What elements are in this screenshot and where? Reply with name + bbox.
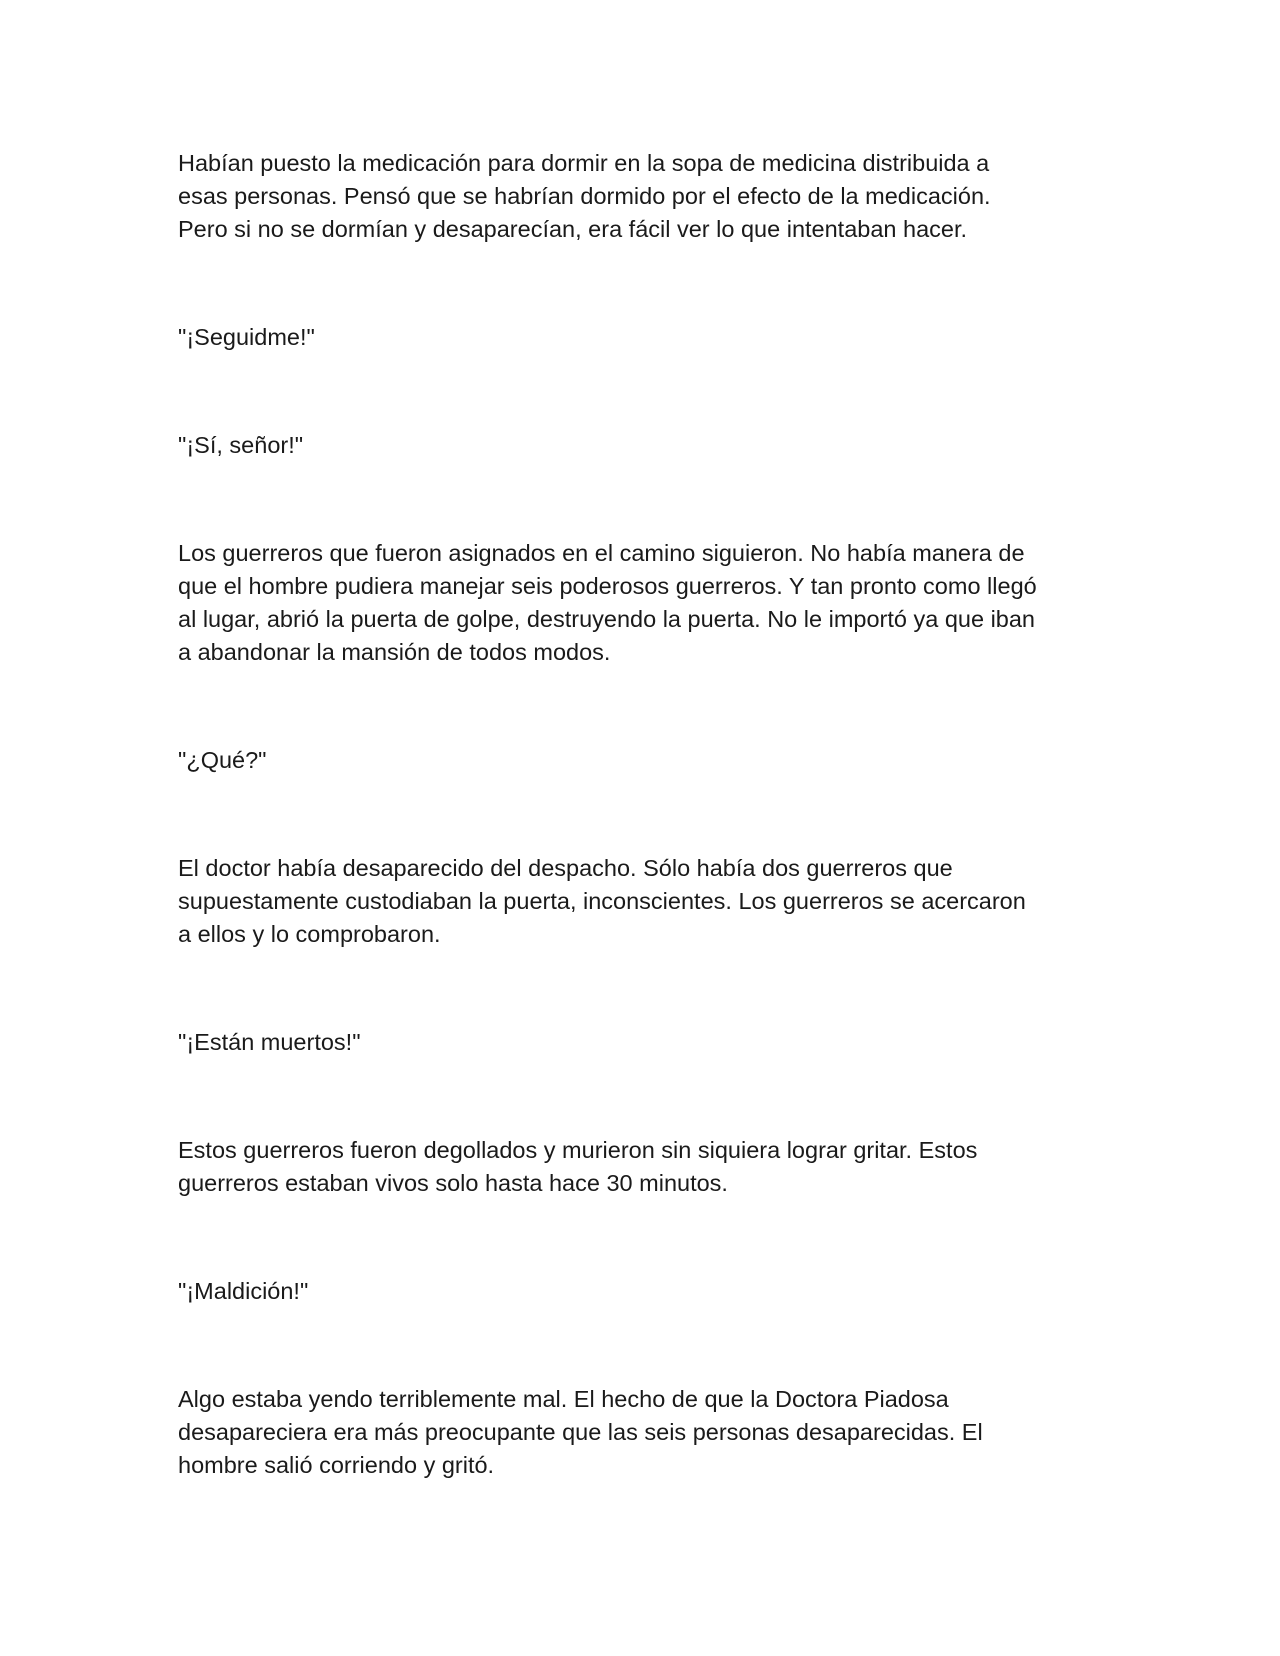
dialogue-maldicion: "¡Maldición!" — [178, 1278, 309, 1304]
paragraph-medication: Habían puesto la medicación para dormir en la sopa de medicina distribuida a esas personas. Pensó que se habrían dormido por el efecto de la medicación. Pero si no se dormían y desaparecían, era fácil ver lo que intentaban hacer. — [178, 150, 991, 242]
dialogue-si-senor: "¡Sí, señor!" — [178, 432, 304, 458]
paragraph-gap — [178, 669, 1108, 744]
paragraph-gap — [178, 1059, 1108, 1134]
paragraph-something-wrong: Algo estaba yendo terriblemente mal. El hecho de que la Doctora Piadosa desapareciera era más preocupante que las seis personas desaparecidas. El hombre salió corriendo y gritó. — [178, 1386, 983, 1478]
dialogue-seguidme: "¡Seguidme!" — [178, 324, 315, 350]
document-page — [178, 147, 1108, 1482]
paragraph-gap — [178, 354, 1108, 429]
paragraph-doctor-disappeared: El doctor había desaparecido del despacho. Sólo había dos guerreros que supuestamente custodiaban la puerta, inconscientes. Los guerreros se acercaron a ellos y lo comprobaron. — [178, 855, 1026, 947]
paragraph-gap — [178, 462, 1108, 537]
paragraph-gap — [178, 1200, 1108, 1275]
paragraph-gap — [178, 1308, 1108, 1383]
paragraph-throats-cut: Estos guerreros fueron degollados y murieron sin siquiera lograr gritar. Estos guerreros estaban vivos solo hasta hace 30 minutos. — [178, 1137, 978, 1196]
paragraph-gap — [178, 777, 1108, 852]
dialogue-que: "¿Qué?" — [178, 747, 267, 773]
paragraph-warriors: Los guerreros que fueron asignados en el camino siguieron. No había manera de que el hombre pudiera manejar seis poderosos guerreros. Y tan pronto como llegó al lugar, abrió la puerta de golpe, destruyendo la puerta. No le importó ya que iban a abandonar la mansión de todos modos. — [178, 540, 1037, 665]
paragraph-gap — [178, 951, 1108, 1026]
paragraph-gap — [178, 246, 1108, 321]
dialogue-estan-muertos: "¡Están muertos!" — [178, 1029, 361, 1055]
